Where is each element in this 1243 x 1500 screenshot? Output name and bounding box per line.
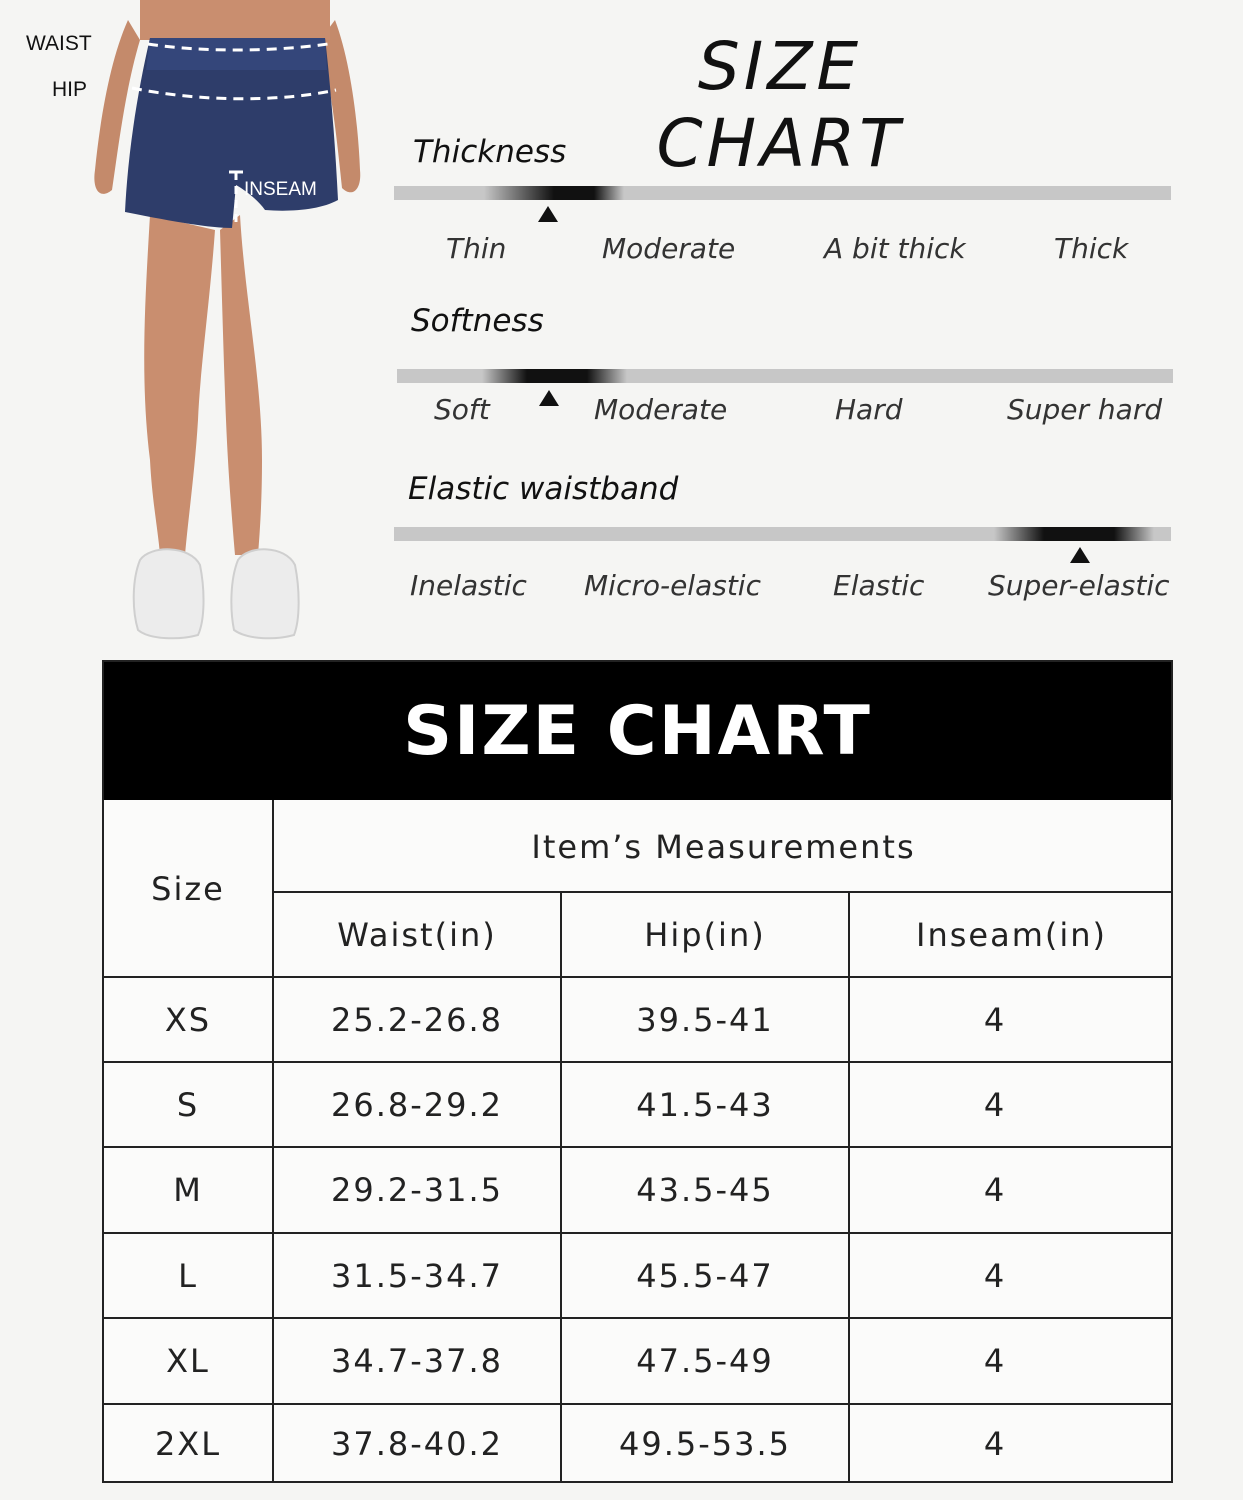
thickness-bar bbox=[394, 186, 1171, 200]
page-title: SIZE CHART bbox=[656, 28, 904, 182]
table-cell-inseam: 4 bbox=[983, 1342, 1007, 1380]
table-cell-hip: 41.5-43 bbox=[636, 1085, 774, 1124]
table-cell-waist: 31.5-34.7 bbox=[330, 1256, 504, 1295]
table-cell-waist: 34.7-37.8 bbox=[330, 1342, 504, 1380]
softness-option: Hard bbox=[835, 393, 903, 426]
table-cell-hip: 47.5-49 bbox=[636, 1342, 774, 1380]
inseam-label: INSEAM bbox=[244, 179, 317, 200]
softness-option: Soft bbox=[434, 393, 490, 426]
elastic-option: Inelastic bbox=[410, 569, 527, 602]
table-cell-hip: 43.5-45 bbox=[636, 1171, 774, 1209]
table-cell-waist: 25.2-26.8 bbox=[330, 1000, 504, 1039]
table-cell-size: S bbox=[176, 1085, 200, 1124]
table-cell-inseam: 4 bbox=[983, 1085, 1007, 1124]
table-cell-waist: 26.8-29.2 bbox=[330, 1085, 504, 1124]
table-title: SIZE CHART bbox=[403, 691, 872, 771]
thickness-marker-icon bbox=[538, 206, 558, 222]
table-header bbox=[104, 662, 1171, 800]
column-header-waist: Waist(in) bbox=[337, 915, 497, 954]
thickness-title: Thickness bbox=[413, 134, 567, 170]
softness-option: Super hard bbox=[1007, 393, 1163, 426]
table-cell-size: XS bbox=[164, 1000, 212, 1039]
elastic-option: Super-elastic bbox=[988, 569, 1170, 602]
column-header-inseam: Inseam(in) bbox=[916, 915, 1107, 954]
softness-title: Softness bbox=[411, 303, 544, 339]
table-cell-hip: 45.5-47 bbox=[636, 1256, 774, 1295]
table-cell-inseam: 4 bbox=[983, 1425, 1007, 1463]
table-cell-waist: 37.8-40.2 bbox=[330, 1425, 504, 1463]
thickness-option: Thin bbox=[446, 232, 507, 265]
table-cell-size: XL bbox=[166, 1342, 210, 1380]
elastic-title: Elastic waistband bbox=[408, 471, 679, 507]
elastic-option: Micro-elastic bbox=[584, 569, 761, 602]
thickness-option: Thick bbox=[1054, 232, 1129, 265]
measurements-header: Item’s Measurements bbox=[531, 827, 916, 866]
softness-bar bbox=[397, 369, 1173, 383]
column-header-hip: Hip(in) bbox=[644, 915, 766, 954]
thickness-option: Moderate bbox=[602, 232, 736, 265]
elastic-option: Elastic bbox=[833, 569, 925, 602]
table-cell-hip: 49.5-53.5 bbox=[618, 1425, 792, 1463]
table-cell-size: 2XL bbox=[154, 1425, 222, 1463]
table-cell-inseam: 4 bbox=[983, 1000, 1007, 1039]
size-table bbox=[102, 660, 1173, 1483]
softness-option: Moderate bbox=[594, 393, 728, 426]
thickness-option: A bit thick bbox=[824, 232, 966, 265]
table-cell-inseam: 4 bbox=[983, 1256, 1007, 1295]
table-cell-waist: 29.2-31.5 bbox=[330, 1171, 504, 1209]
size-header: Size bbox=[151, 870, 225, 908]
hip-label: HIP bbox=[52, 78, 88, 101]
table-cell-size: M bbox=[173, 1171, 203, 1209]
elastic-bar bbox=[394, 527, 1171, 541]
waist-label: WAIST bbox=[26, 32, 92, 55]
table-cell-inseam: 4 bbox=[983, 1171, 1007, 1209]
elastic-marker-icon bbox=[1070, 547, 1090, 563]
table-cell-size: L bbox=[178, 1256, 198, 1295]
softness-marker-icon bbox=[539, 390, 559, 406]
table-cell-hip: 39.5-41 bbox=[636, 1000, 774, 1039]
